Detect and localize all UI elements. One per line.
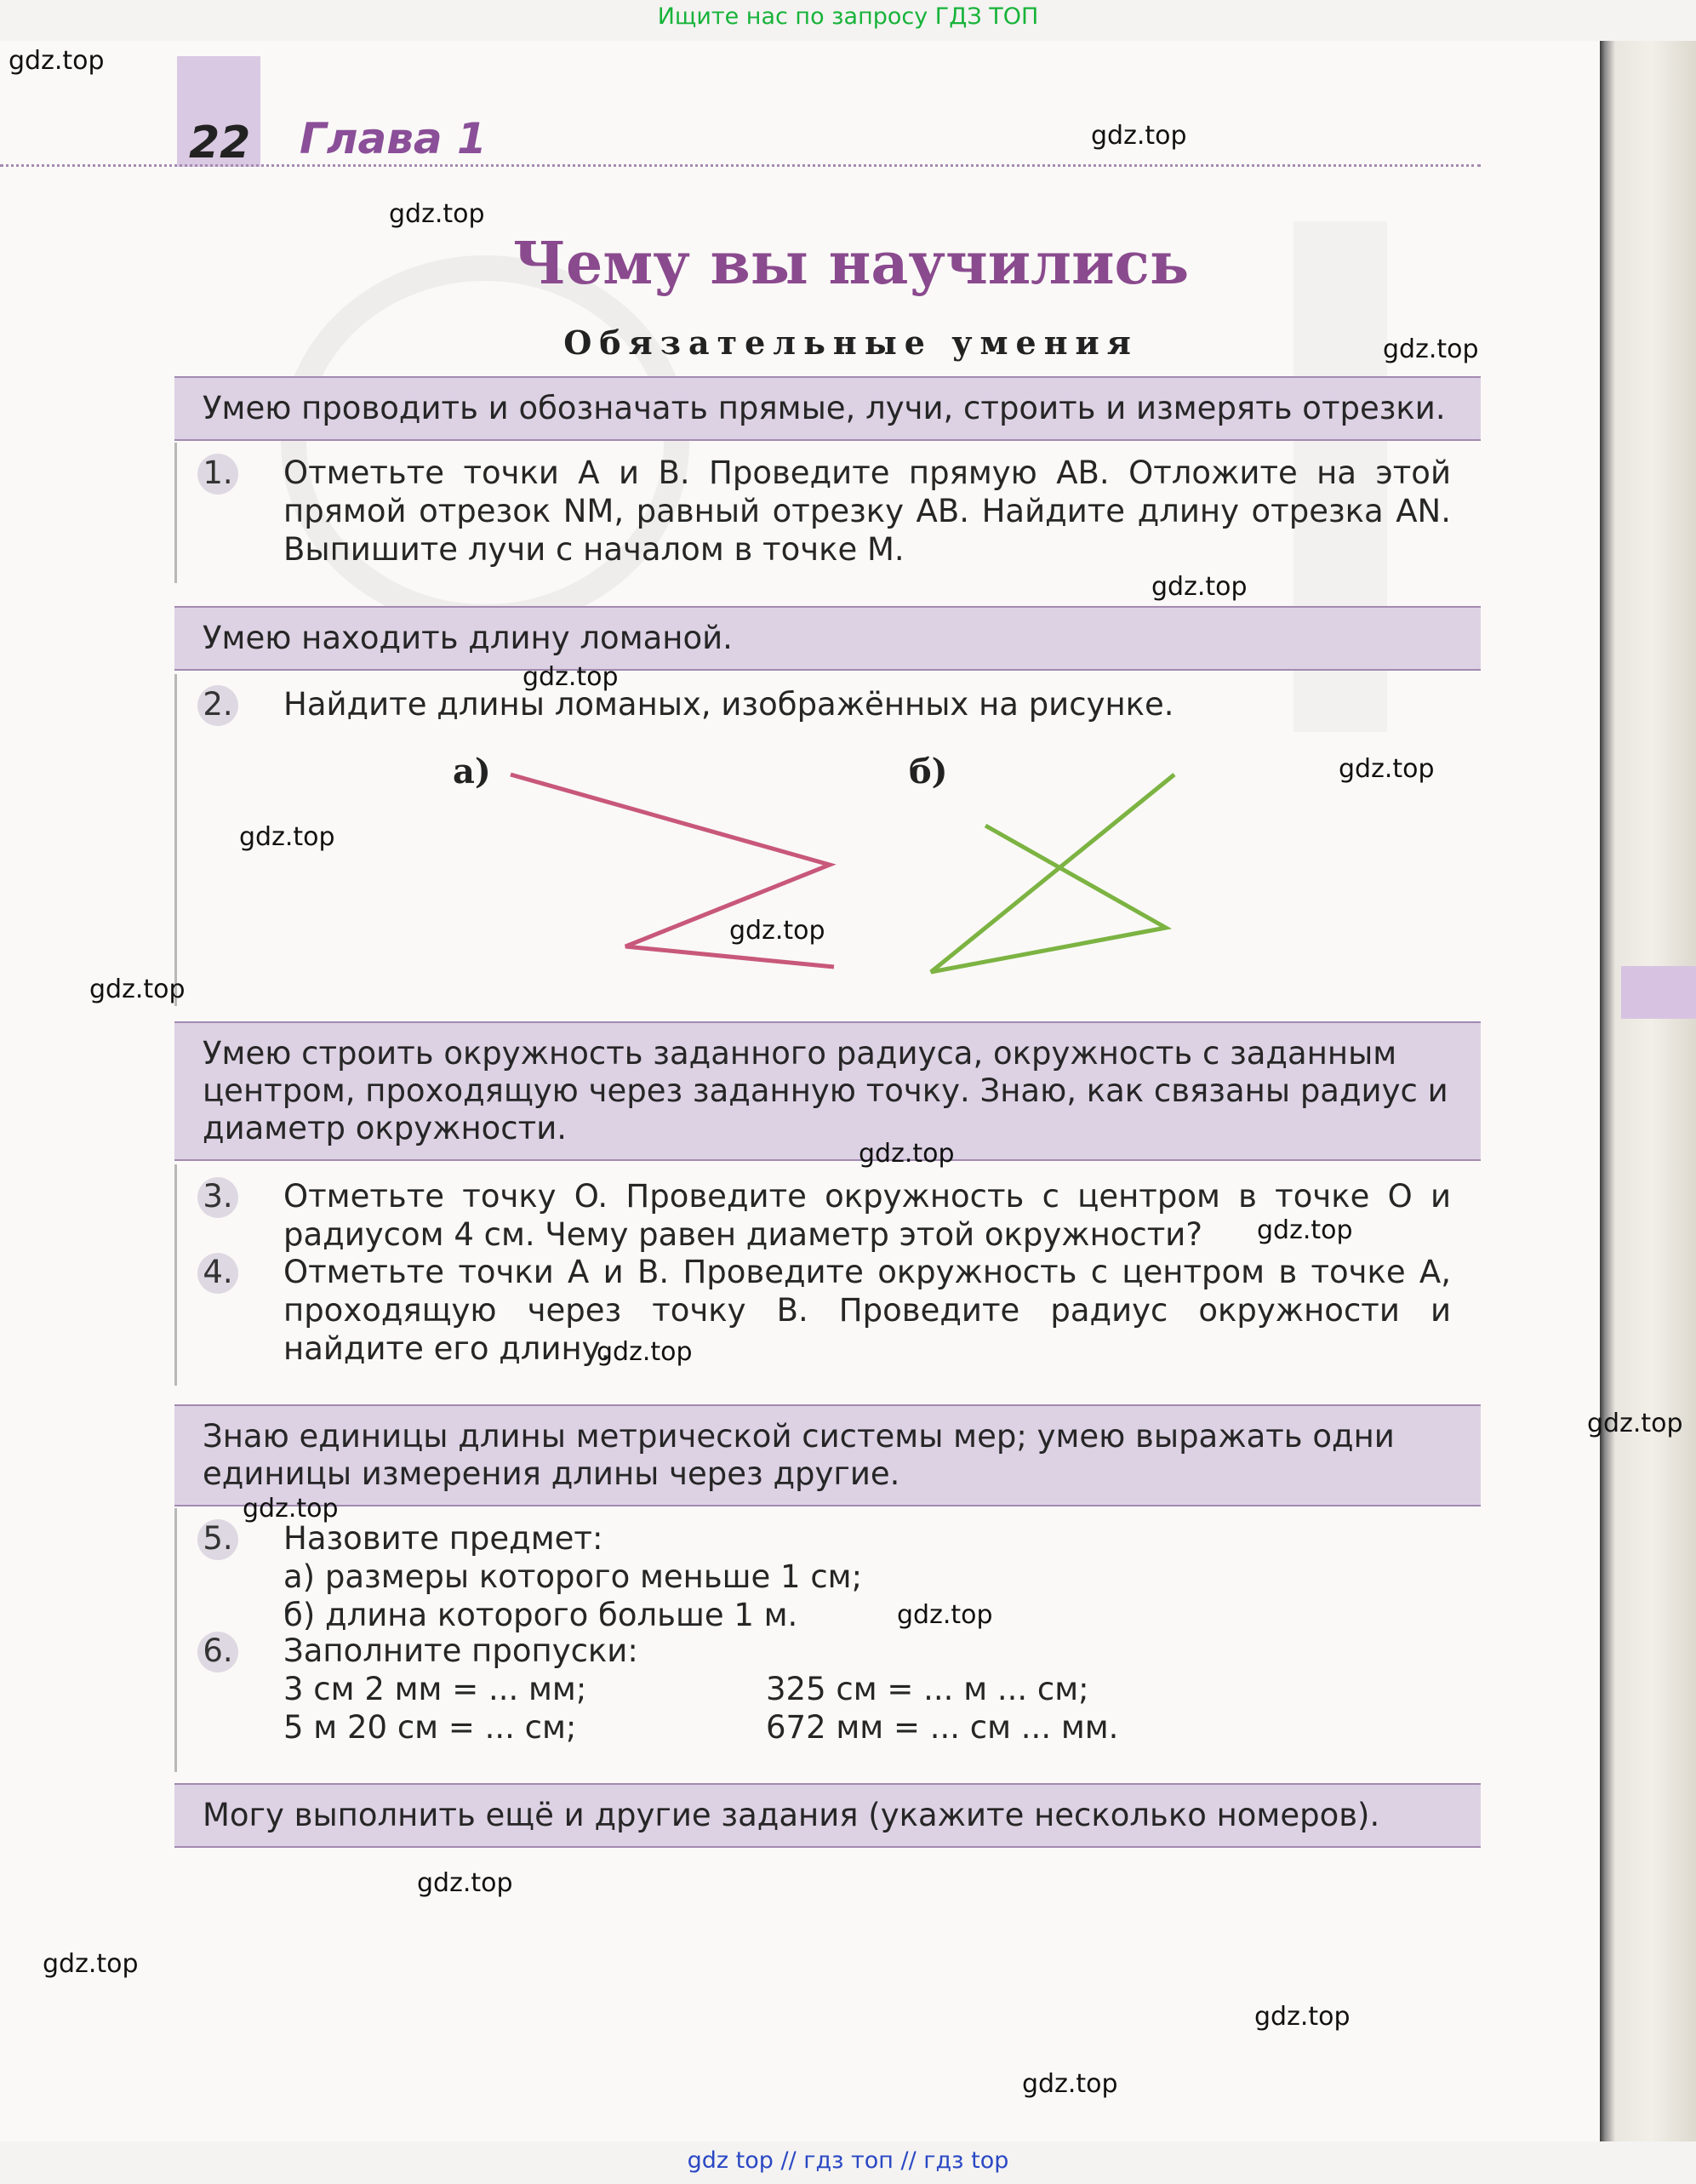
watermark: gdz.top (43, 1949, 139, 1979)
bleed-through-decoration (281, 255, 689, 630)
skill-band-1 (174, 376, 1481, 441)
watermark: gdz.top (897, 1600, 993, 1630)
skill-text: Умею строить окружность заданного радиуса, окружность с заданным центром, проходящую через заданную точку. Знаю, как связаны радиус и диаметр окружности. (203, 1035, 1448, 1146)
task-number: 2. (203, 686, 233, 723)
skill-band-2 (174, 606, 1481, 671)
skill-text: Могу выполнить ещё и другие задания (укажите несколько номеров). (203, 1797, 1380, 1833)
task-item: 3 см 2 мм = ... мм; (283, 1671, 587, 1707)
task-number: 5. (203, 1520, 233, 1557)
task-text: Назовите предмет: (283, 1520, 603, 1557)
section-border (174, 1164, 177, 1386)
task-text: Отметьте точки A и B. Проведите прямую AB. Отложите на этой прямой отрезок NM, равный отрезку AB. Найдите длину отрезка AN. Выпишите лучи с началом в точке M. (283, 455, 1451, 568)
watermark: gdz.top (1254, 2002, 1351, 2032)
watermark: gdz.top (729, 916, 825, 946)
watermark: gdz.top (1339, 754, 1435, 784)
watermark: gdz.top (1383, 334, 1479, 364)
section-border (174, 674, 177, 1006)
polyline-figure (494, 749, 1191, 987)
skill-text: Знаю единицы длины метрической системы мер; умею выражать одни единицы измерения длины через другие. (203, 1418, 1395, 1492)
skill-band-3 (174, 1021, 1481, 1161)
task-item: б) длина которого больше 1 м. (283, 1597, 798, 1633)
task-text: Заполните пропуски: (283, 1632, 638, 1669)
task-number: 3. (203, 1178, 233, 1215)
task-number: 6. (203, 1632, 233, 1669)
page-title: Чему вы научились (512, 230, 1190, 298)
section-border (174, 1508, 177, 1772)
task-number-badge (197, 1177, 238, 1218)
watermark: gdz.top (389, 199, 485, 229)
chapter-title: Глава 1 (300, 114, 487, 163)
task-number: 4. (203, 1254, 233, 1290)
watermark: gdz.top (1091, 121, 1187, 151)
watermark: gdz.top (239, 822, 335, 852)
watermark: gdz.top (1022, 2069, 1118, 2099)
task-item: 5 м 20 см = ... см; (283, 1709, 577, 1746)
task-item: 325 см = ... м ... см; (766, 1671, 1089, 1707)
figure-label-a: а) (453, 752, 491, 792)
task-number-badge (197, 1253, 238, 1294)
task-text: Отметьте точки A и B. Проведите окружность с центром в точке A, проходящую через точку B. Проведите радиус окружности и найдите его длину. (283, 1254, 1451, 1367)
task-text: Отметьте точку O. Проведите окружность с центром в точке O и радиусом 4 см. Чему равен диаметр этой окружности? (283, 1178, 1451, 1253)
binding-color-tab (1621, 966, 1696, 1019)
task-number-badge (197, 685, 238, 726)
watermark: gdz.top (89, 975, 186, 1004)
watermark: gdz.top (1257, 1215, 1353, 1245)
section-border (174, 443, 177, 583)
task-text: Найдите длины ломаных, изображённых на рисунке. (283, 686, 1174, 723)
skill-text: Умею находить длину ломаной. (203, 620, 733, 656)
task-number-badge (197, 1632, 238, 1672)
polyline-b (931, 775, 1174, 972)
skill-text: Умею проводить и обозначать прямые, лучи, строить и измерять отрезки. (203, 390, 1446, 426)
watermark: gdz.top (523, 662, 619, 692)
watermark: gdz.top (859, 1139, 955, 1169)
page-number: 22 (189, 117, 251, 169)
watermark: gdz.top (1587, 1409, 1683, 1438)
watermark: gdz.top (243, 1494, 339, 1524)
skill-band-5 (174, 1783, 1481, 1848)
watermark: gdz.top (1151, 572, 1248, 602)
page-binding (1600, 41, 1696, 2141)
skill-band-4 (174, 1404, 1481, 1507)
figure-label-b: б) (909, 752, 948, 792)
task-number-badge (197, 1519, 238, 1560)
section-subtitle: Обязательные умения (563, 323, 1139, 362)
watermark: gdz.top (9, 46, 105, 76)
top-banner[interactable]: Ищите нас по запросу ГДЗ ТОП (657, 3, 1039, 30)
task-item: 672 мм = ... см ... мм. (766, 1709, 1119, 1746)
bottom-banner[interactable]: gdz top // гдз топ // гдз top (687, 2147, 1009, 2174)
task-number: 1. (203, 455, 233, 491)
task-item: а) размеры которого меньше 1 см; (283, 1558, 863, 1595)
header-divider (0, 164, 1481, 167)
watermark: gdz.top (597, 1337, 693, 1367)
watermark: gdz.top (417, 1868, 513, 1898)
task-number-badge (197, 454, 238, 495)
